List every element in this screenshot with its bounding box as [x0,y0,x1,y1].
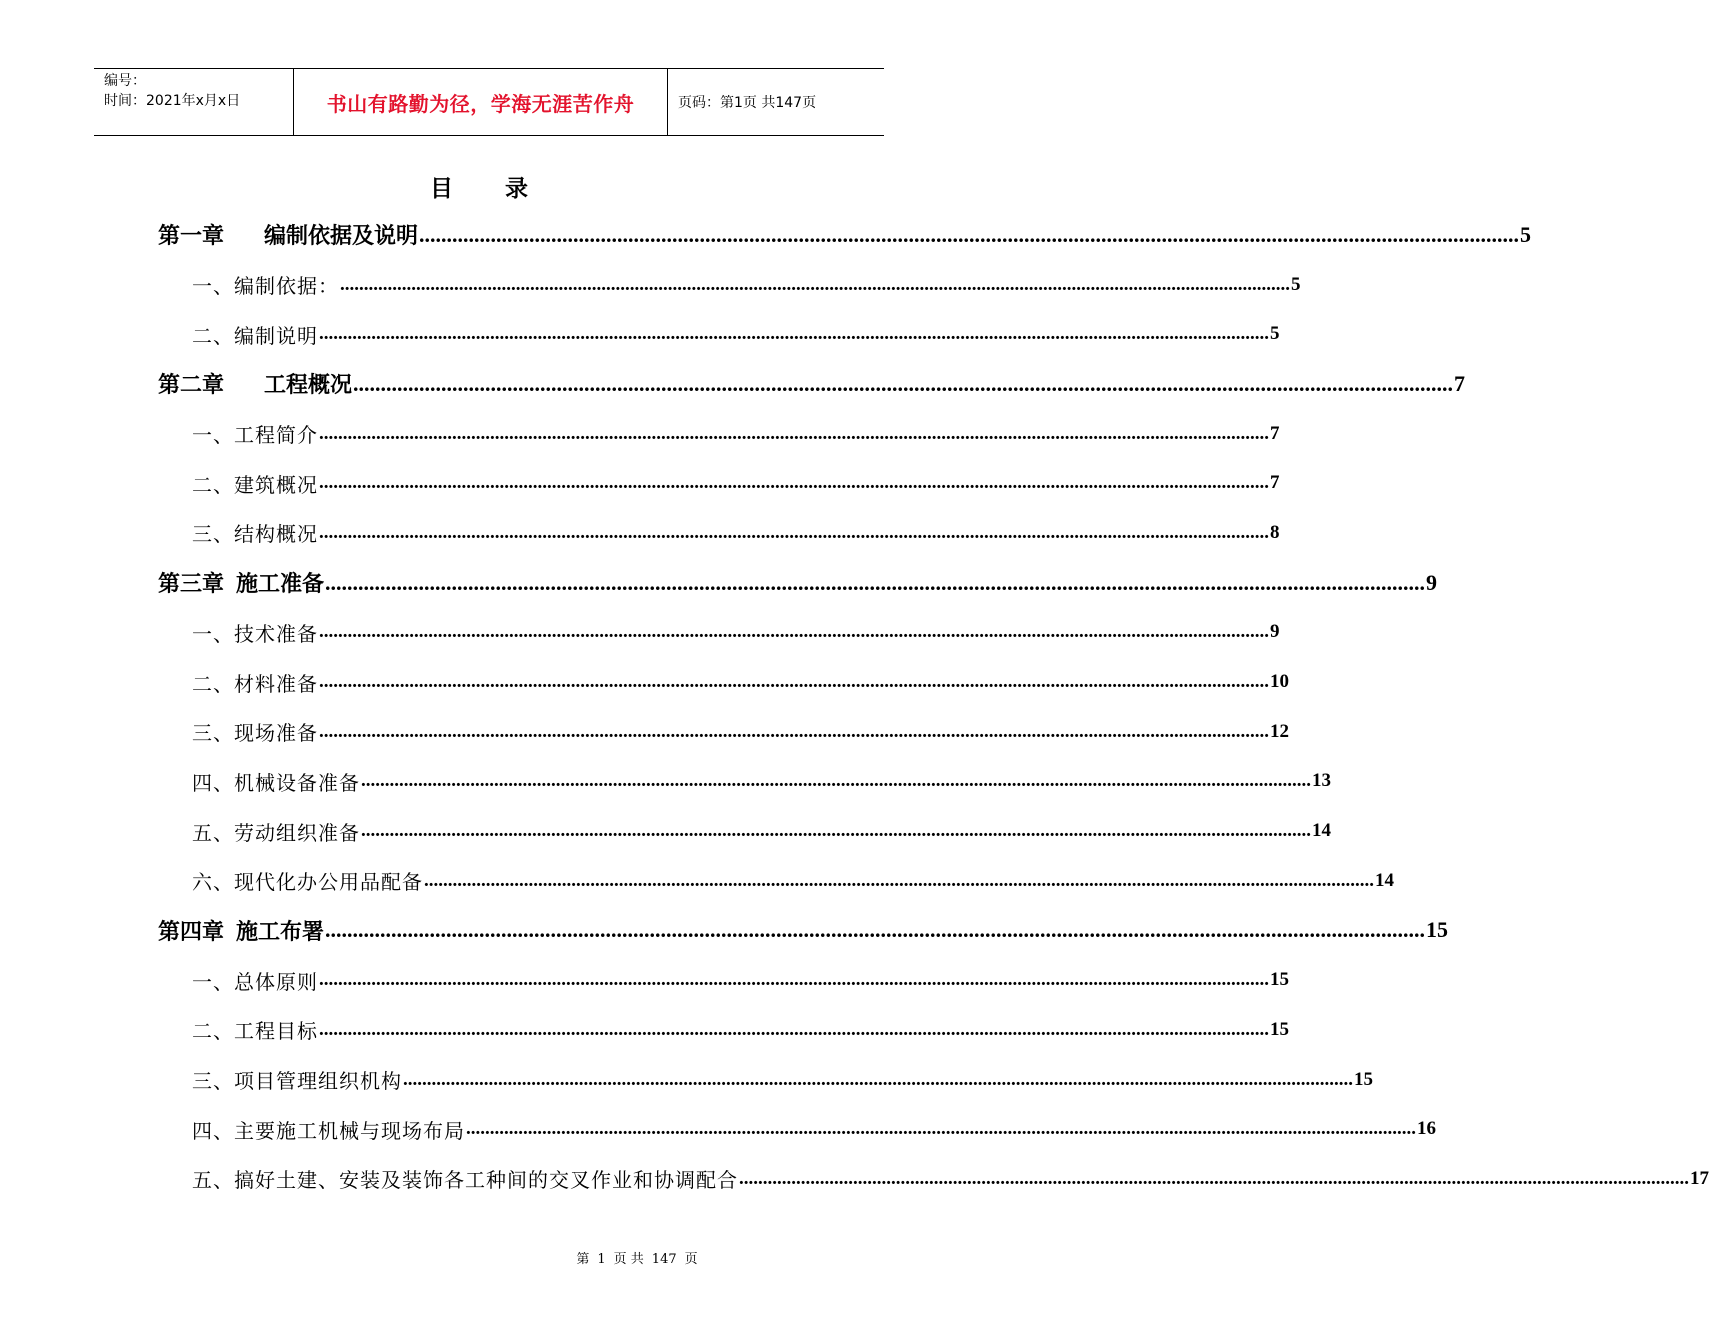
footer-total-pages: 147 [651,1252,677,1267]
dot-leader: ........................................................................................................................................................................................................ [319,422,1269,444]
dot-leader: ........................................................................................................................................................................................................ [361,820,1311,842]
toc-section-entry[interactable] [158,608,1280,658]
toc-page-number: 15 [1270,969,1289,991]
chapter-number: 第三章 [158,572,225,598]
dot-leader: ........................................................................................................................................................................................................ [319,521,1269,543]
toc-section-entry[interactable] [158,508,1280,558]
toc-section-entry[interactable] [158,856,1394,906]
table-of-contents [158,210,1709,1204]
footer-prefix: 第 [576,1252,590,1267]
serial-number-label: 编号： [104,73,146,89]
toc-page-number: 15 [1426,917,1449,943]
dot-leader: ........................................................................................................................................................................................................ [319,720,1269,742]
toc-entry-label: 四、主要施工机械与现场布局 [192,1118,465,1143]
dot-leader: ........................................................................................................................................................................................................ [361,770,1311,792]
toc-page-number: 5 [1520,221,1532,247]
dot-leader: ........................................................................................................................................................................................................ [739,1167,1689,1189]
toc-entry-label: 一、总体原则 [192,969,318,994]
dot-leader: ........................................................................................................................................................................................................ [319,671,1269,693]
toc-entry-label [158,567,324,598]
toc-section-entry[interactable] [158,955,1289,1005]
toc-entry-label: 五、劳动组织准备 [192,820,360,845]
toc-section-entry[interactable] [158,1104,1436,1154]
dot-leader: ........................................................................................................................................................................................................ [353,370,1454,396]
toc-section-entry[interactable] [158,1055,1373,1105]
dot-leader: ........................................................................................................................................................................................................ [319,969,1269,991]
toc-page-number: 7 [1270,422,1280,444]
dot-leader: ........................................................................................................................................................................................................ [319,621,1269,643]
toc-page-number: 16 [1417,1118,1436,1140]
page-header [94,68,884,136]
toc-chapter-entry[interactable] [158,359,1466,409]
toc-page-number: 17 [1690,1167,1709,1189]
toc-page-number: 15 [1354,1068,1373,1090]
toc-entry-label: 二、材料准备 [192,671,318,696]
footer-current-page: 1 [597,1252,606,1267]
toc-entry-label: 一、编制依据： [192,274,339,299]
dot-leader: ........................................................................................................................................................................................................ [424,869,1374,891]
dot-leader: ........................................................................................................................................................................................................ [319,472,1269,494]
toc-page-number: 8 [1270,521,1280,543]
toc-section-entry[interactable] [158,260,1301,310]
toc-section-entry[interactable] [158,458,1280,508]
dot-leader: ........................................................................................................................................................................................................ [325,917,1426,943]
chapter-number: 第四章 [158,919,225,945]
toc-page-number: 9 [1426,569,1438,595]
toc-page-number: 5 [1270,323,1280,345]
toc-entry-label [158,915,324,946]
toc-entry-label: 三、结构概况 [192,522,318,547]
toc-section-entry[interactable] [158,757,1331,807]
toc-entry-label: 六、现代化办公用品配备 [192,870,423,895]
toc-title: 目 录 [429,176,550,202]
dot-leader: ........................................................................................................................................................................................................ [466,1118,1416,1140]
toc-page-number: 10 [1270,671,1289,693]
toc-section-entry[interactable] [158,409,1280,459]
footer-suffix: 页 [684,1252,698,1267]
dot-leader: ........................................................................................................................................................................................................ [319,323,1269,345]
chapter-title: 工程概况 [264,373,353,399]
page-info: 页码：第1页 共147页 [678,95,817,111]
date-label: 时间：2021年x月x日 [104,93,241,109]
toc-page-number: 14 [1312,820,1331,842]
chapter-title: 施工布署 [236,919,325,945]
chapter-number: 第二章 [158,373,225,399]
toc-page-number: 13 [1312,770,1331,792]
toc-section-entry[interactable] [158,707,1289,757]
toc-entry-label: 三、现场准备 [192,721,318,746]
chapter-title: 施工准备 [236,572,325,598]
toc-entry-label: 四、机械设备准备 [192,770,360,795]
header-meta-cell [94,69,294,135]
footer-mid: 页 共 [613,1252,644,1267]
toc-chapter-entry[interactable] [158,906,1449,956]
toc-entry-label: 三、项目管理组织机构 [192,1069,402,1094]
toc-page-number: 14 [1375,869,1394,891]
toc-entry-label: 二、编制说明 [192,323,318,348]
toc-section-entry[interactable] [158,657,1289,707]
toc-section-entry[interactable] [158,1005,1289,1055]
toc-page-number: 7 [1270,472,1280,494]
slogan: 书山有路勤为径，学海无涯苦作舟 [326,91,635,116]
dot-leader: ........................................................................................................................................................................................................ [403,1068,1353,1090]
toc-page-number: 9 [1270,621,1280,643]
chapter-number: 第一章 [158,224,225,250]
toc-chapter-entry[interactable] [158,210,1532,260]
header-page-cell [668,69,884,135]
toc-page-number: 12 [1270,720,1289,742]
toc-entry-label: 二、建筑概况 [192,472,318,497]
toc-page-number: 15 [1270,1018,1289,1040]
toc-entry-label [158,219,418,250]
page-footer [0,1248,1274,1267]
toc-entry-label: 一、技术准备 [192,621,318,646]
toc-page-number: 7 [1454,370,1466,396]
dot-leader: ........................................................................................................................................................................................................ [340,273,1290,295]
toc-section-entry[interactable] [158,806,1331,856]
toc-section-entry[interactable] [158,309,1280,359]
toc-section-entry[interactable] [158,1154,1709,1204]
toc-entry-label [158,368,352,399]
chapter-title: 编制依据及说明 [264,224,419,250]
toc-chapter-entry[interactable] [158,558,1438,608]
toc-page-number: 5 [1291,273,1301,295]
toc-entry-label: 五、搞好土建、安装及装饰各工种间的交叉作业和协调配合 [192,1168,738,1193]
dot-leader: ........................................................................................................................................................................................................ [419,221,1520,247]
toc-entry-label: 一、工程简介 [192,423,318,448]
toc-entry-label: 二、工程目标 [192,1019,318,1044]
header-slogan-cell [294,69,668,135]
dot-leader: ........................................................................................................................................................................................................ [319,1018,1269,1040]
dot-leader: ........................................................................................................................................................................................................ [325,569,1426,595]
